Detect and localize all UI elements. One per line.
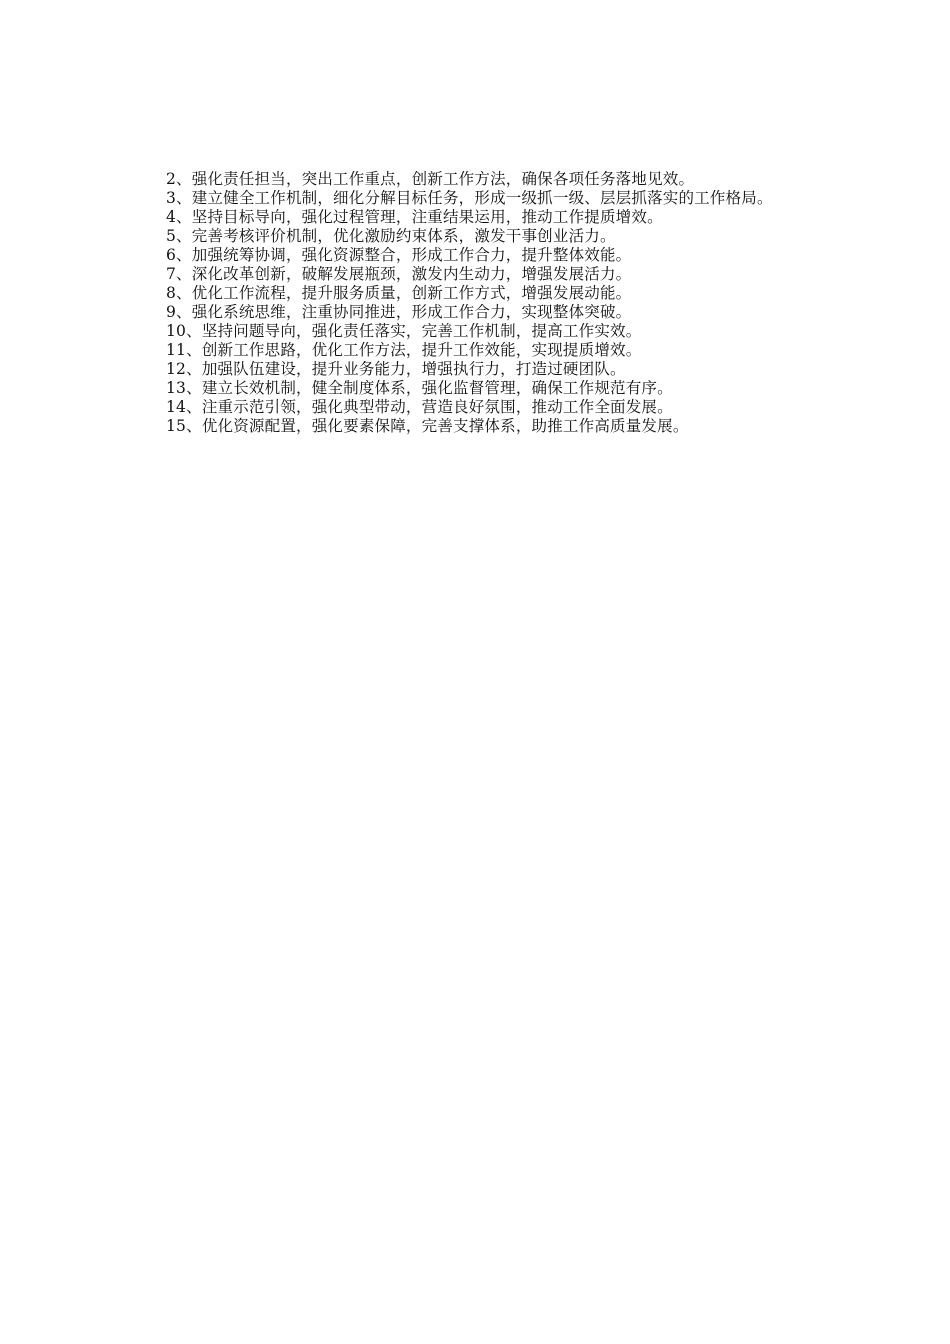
paragraph-item-7: 7、深化改革创新，破解发展瓶颈，激发内生动力，增强发展活力。 [166,265,632,283]
paragraph-item-12: 12、加强队伍建设，提升业务能力，增强执行力，打造过硬团队。 [166,360,626,378]
paragraph-item-11: 11、创新工作思路，优化工作方法，提升工作效能，实现提质增效。 [166,341,642,359]
paragraph-item-5: 5、完善考核评价机制，优化激励约束体系，激发干事创业活力。 [166,227,616,245]
paragraph-item-3: 3、建立健全工作机制，细化分解目标任务，形成一级抓一级、层层抓落实的工作格局。 [166,189,773,207]
paragraph-item-9: 9、强化系统思维，注重协同推进，形成工作合力，实现整体突破。 [166,303,632,321]
document-body [130,170,835,436]
paragraph-item-14: 14、注重示范引领，强化典型带动，营造良好氛围，推动工作全面发展。 [166,398,673,416]
paragraph-item-4: 4、坚持目标导向，强化过程管理，注重结果运用，推动工作提质增效。 [166,208,663,226]
paragraph-item-10: 10、坚持问题导向，强化责任落实，完善工作机制，提高工作实效。 [166,322,642,340]
paragraph-item-6: 6、加强统筹协调，强化资源整合，形成工作合力，提升整体效能。 [166,246,632,264]
paragraph-item-13: 13、建立长效机制，健全制度体系，强化监督管理，确保工作规范有序。 [166,379,673,397]
paragraph-item-2: 2、强化责任担当，突出工作重点，创新工作方法，确保各项任务落地见效。 [166,170,695,188]
paragraph-item-15: 15、优化资源配置，强化要素保障，完善支撑体系，助推工作高质量发展。 [166,417,689,435]
paragraph-item-8: 8、优化工作流程，提升服务质量，创新工作方式，增强发展动能。 [166,284,632,302]
